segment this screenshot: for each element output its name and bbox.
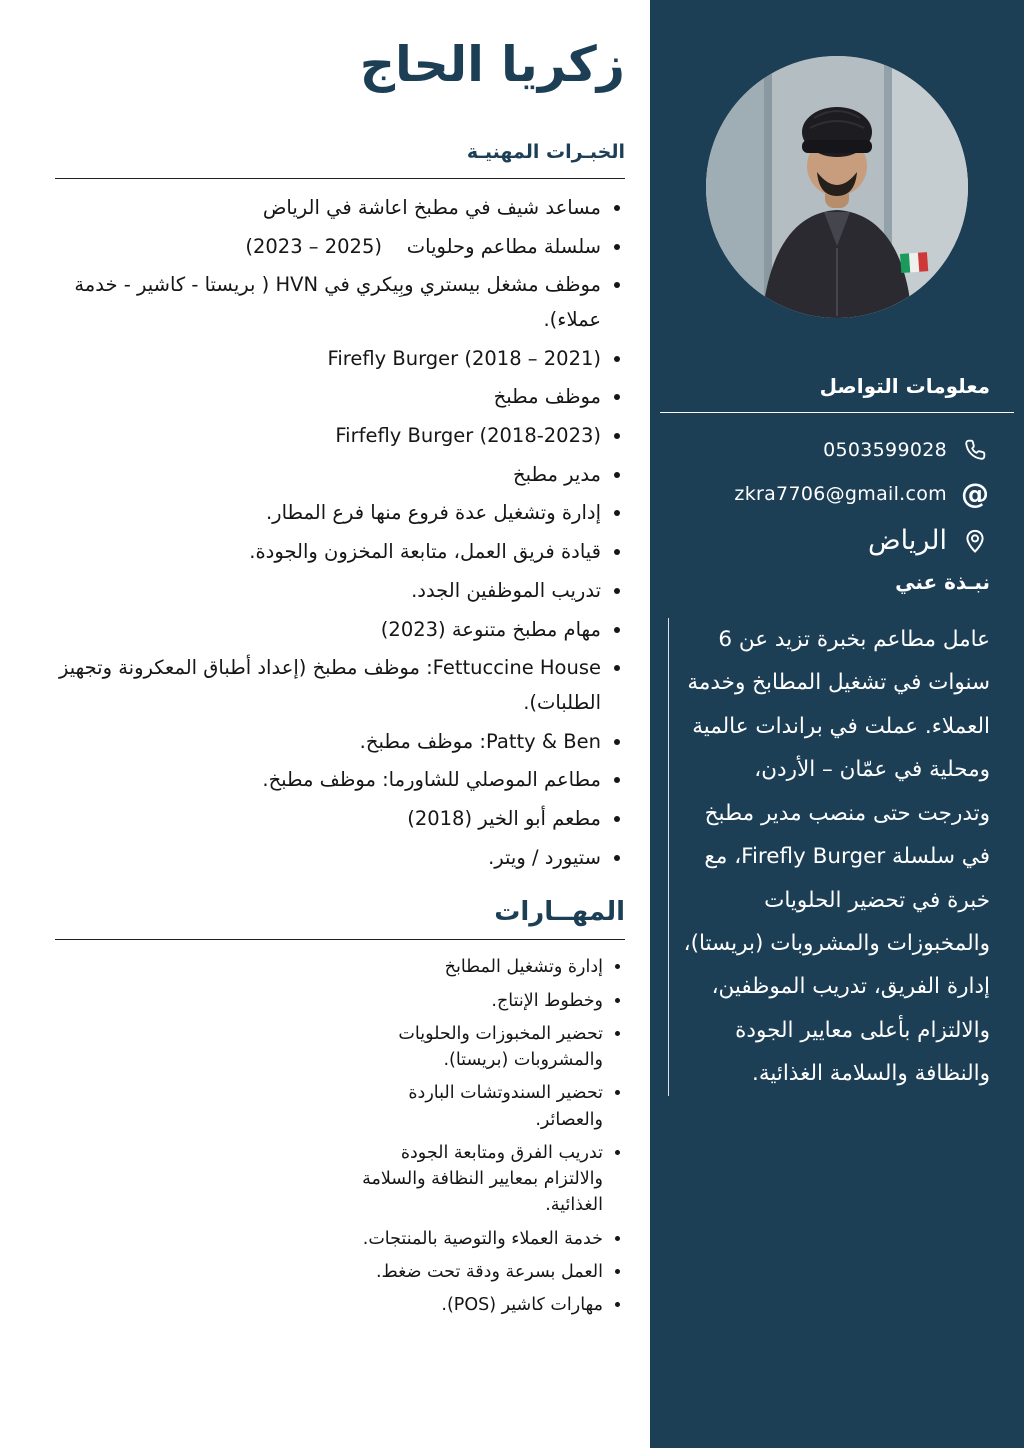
contact-heading: معلومات التواصل [819,374,990,398]
experience-item: • مدير مطبخ [55,458,601,493]
experience-item: • مطاعم الموصلي للشاورما: موظف مطبخ. [55,763,601,798]
chef-photo-illustration [706,56,968,318]
skill-item: • العمل بسرعة ودقة تحت ضغط. [359,1259,603,1285]
at-icon: @ [961,477,989,510]
skills-heading: المهــارات [494,897,625,928]
experience-item: • موظف مطبخ [55,380,601,415]
experience-list [55,191,625,876]
profile-photo [706,56,968,318]
skill-item: • تدريب الفرق ومتابعة الجودة والالتزام بمعايير النظافة والسلامة الغذائية. [359,1140,603,1219]
contact-row-phone [668,437,990,463]
experience-item: • تدريب الموظفين الجدد. [55,574,601,609]
experience-divider [55,178,625,179]
location-value: الرياض [867,525,947,556]
phone-value: 0503599028 [823,439,947,461]
experience-item: • مساعد شيف في مطبخ اعاشة في الرياض [55,191,601,226]
email-value: zkra7706@gmail.com [734,483,947,505]
experience-item: • إدارة وتشغيل عدة فروع منها فرع المطار. [55,496,601,531]
skill-item: • خدمة العملاء والتوصية بالمنتجات. [359,1226,603,1252]
skill-item: • تحضير المخبوزات والحلويات والمشروبات (بريستا). [359,1021,603,1074]
experience-item: • سلسلة مطاعم وحلويات (‎2023 – 2025) [55,230,601,265]
skill-item: • إدارة وتشغيل المطابخ [359,954,603,980]
experience-item: • Patty & Ben: موظف مطبخ. [55,725,601,760]
experience-item: • Firefly Burger (2018 – 2021) [55,342,601,377]
skill-item: • تحضير السندوتشات الباردة والعصائر. [359,1080,603,1133]
experience-item: • Firfefly Burger (2018-2023) [55,419,601,454]
experience-section [55,141,625,876]
experience-item: • Fettuccine House: موظف مطبخ (إعداد أطباق المعكرونة وتجهيز الطلبات). [55,651,601,720]
sidebar [650,0,1024,1448]
experience-item: • ستيورد / ويتر. [55,841,601,876]
contact-row-location [668,525,990,556]
contact-divider [660,412,1014,413]
phone-icon [960,437,990,463]
about-heading: نبـذة عني [895,570,990,594]
experience-item: • مهام مطبخ متنوعة (2023) [55,613,601,648]
skill-item: • وخطوط الإنتاج. [359,988,603,1014]
page-title: زكريا الحاج [359,36,625,93]
experience-item: • موظف مشغل بيستري وبِيكري في HVN ( بريستا - كاشير - خدمة عملاء). [55,268,601,337]
experience-heading: الخبـرات المهنيـة [466,140,625,163]
skills-section [55,897,625,1318]
experience-item: • قيادة فريق العمل، متابعة المخزون والجودة. [55,535,601,570]
skills-list [359,954,625,1318]
about-text: عامل مطاعم بخبرة تزيد عن 6 سنوات في تشغيل المطابخ وخدمة العملاء. عملت في براندات عالمية ومحلية في عمّان – الأردن، وتدرجت حتى منصب مدير مطبخ في سلسلة Firefly Burger، مع خبرة في تحضير الحلويات والمخبوزات والمشروبات (بريستا)، إدارة الفريق، تدريب الموظفين، والالتزام بأعلى معايير الجودة والنظافة والسلامة الغذائية. [668,618,990,1096]
location-pin-icon [960,527,990,555]
skill-item: • مهارات كاشير (POS). [359,1292,603,1318]
experience-item: • مطعم أبو الخير (2018) [55,802,601,837]
sidebar-content [650,374,1024,1096]
skills-divider [55,939,625,940]
contact-row-email [668,477,990,510]
